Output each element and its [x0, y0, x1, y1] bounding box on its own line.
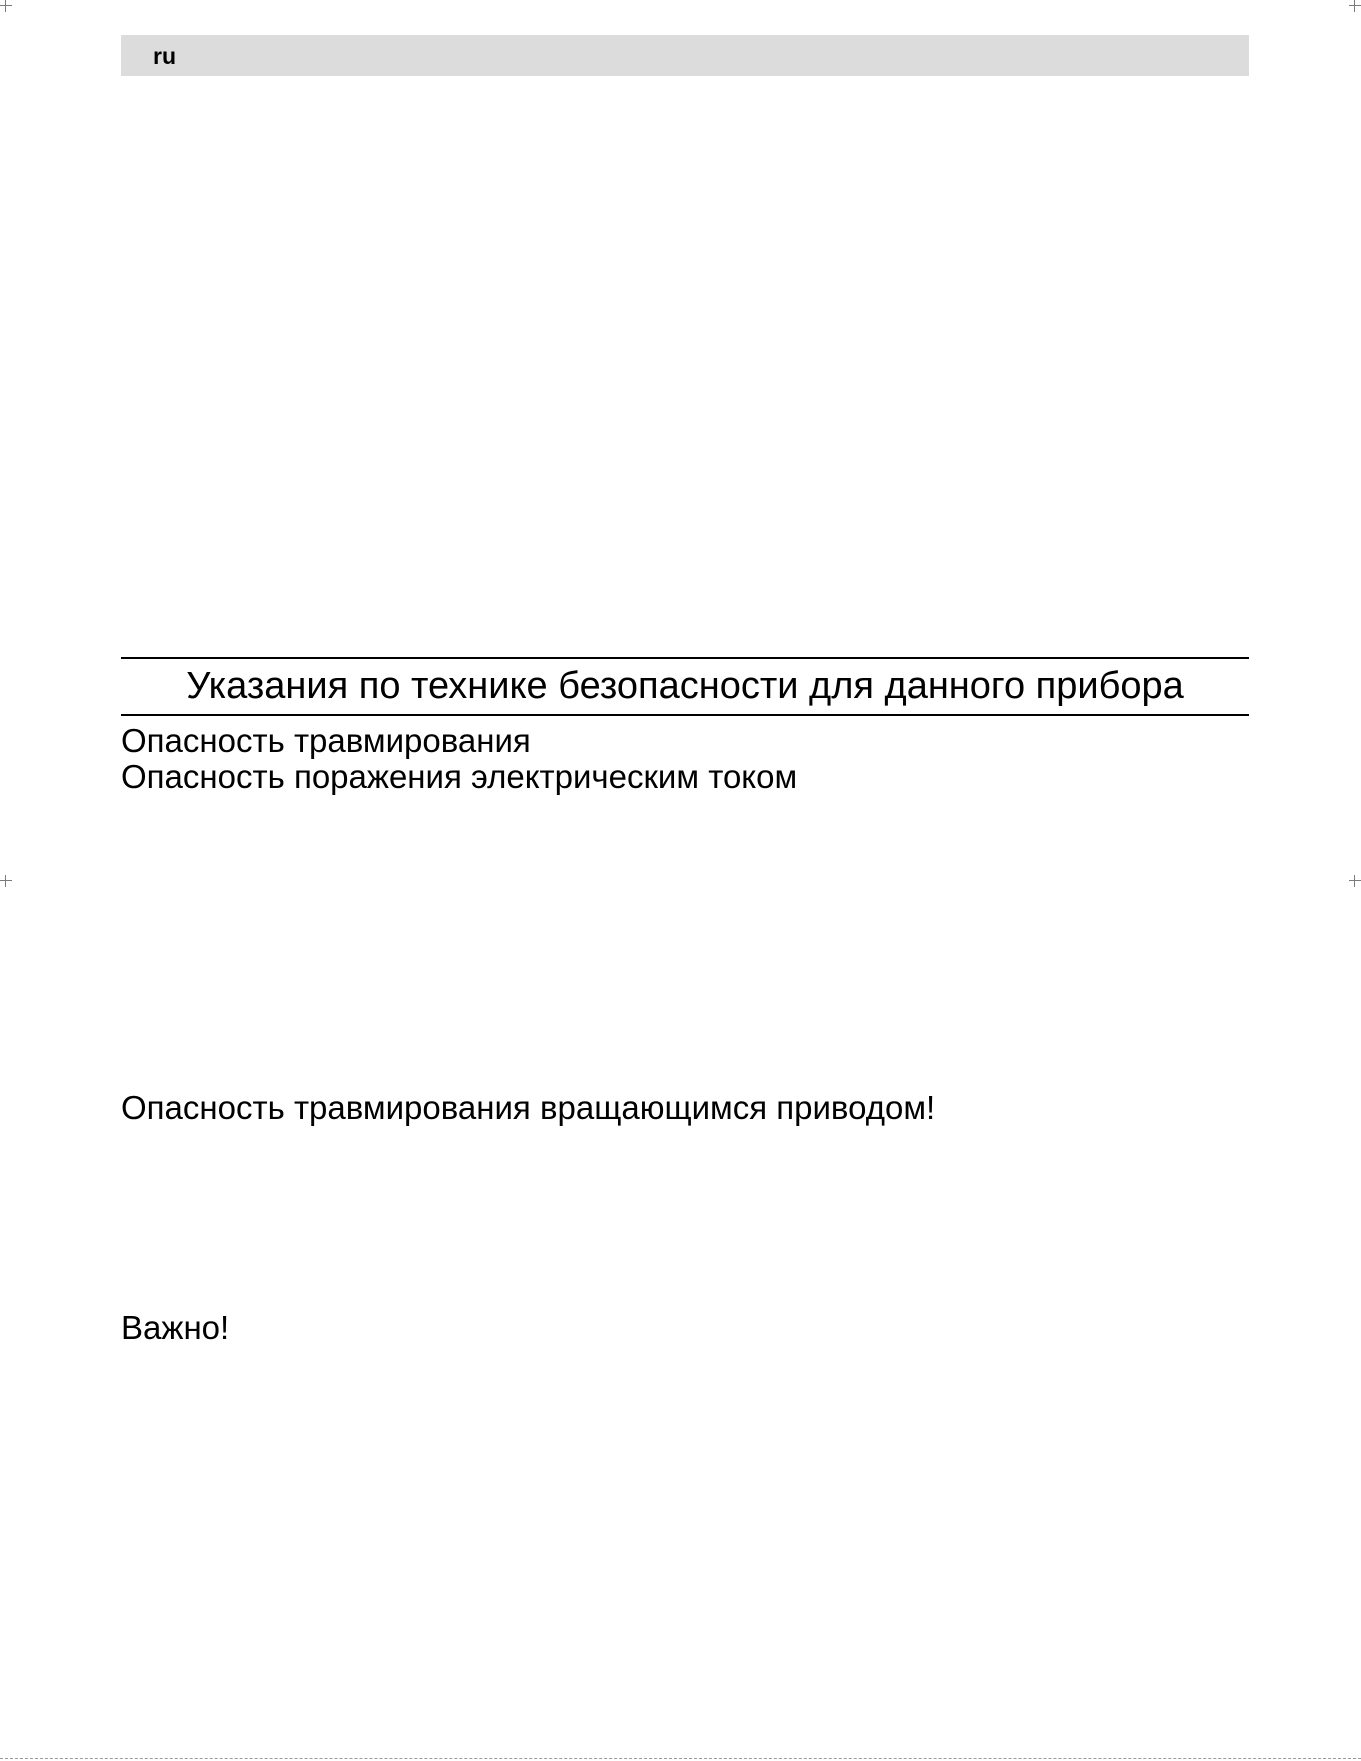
- warning-heading-electric-shock: Опасность поражения электрическим током: [121, 758, 798, 795]
- notice-heading-important: Важно!: [121, 1309, 230, 1346]
- title-rule-bottom: [121, 714, 1249, 716]
- crop-mark-middle-left: [0, 875, 12, 887]
- language-code: ru: [153, 43, 176, 69]
- crop-mark-top-left: [0, 0, 12, 12]
- section-title: Указания по технике безопасности для данного прибора: [186, 665, 1184, 707]
- language-header-bar: [121, 35, 1249, 76]
- crop-mark-middle-right: [1349, 875, 1361, 887]
- page-bottom-edge: [0, 1758, 1361, 1759]
- crop-mark-top-right: [1349, 0, 1361, 12]
- title-rule-top: [121, 657, 1249, 659]
- warning-heading-rotating-drive: Опасность травмирования вращающимся приводом!: [121, 1089, 936, 1126]
- warning-heading-injury: Опасность травмирования: [121, 722, 531, 759]
